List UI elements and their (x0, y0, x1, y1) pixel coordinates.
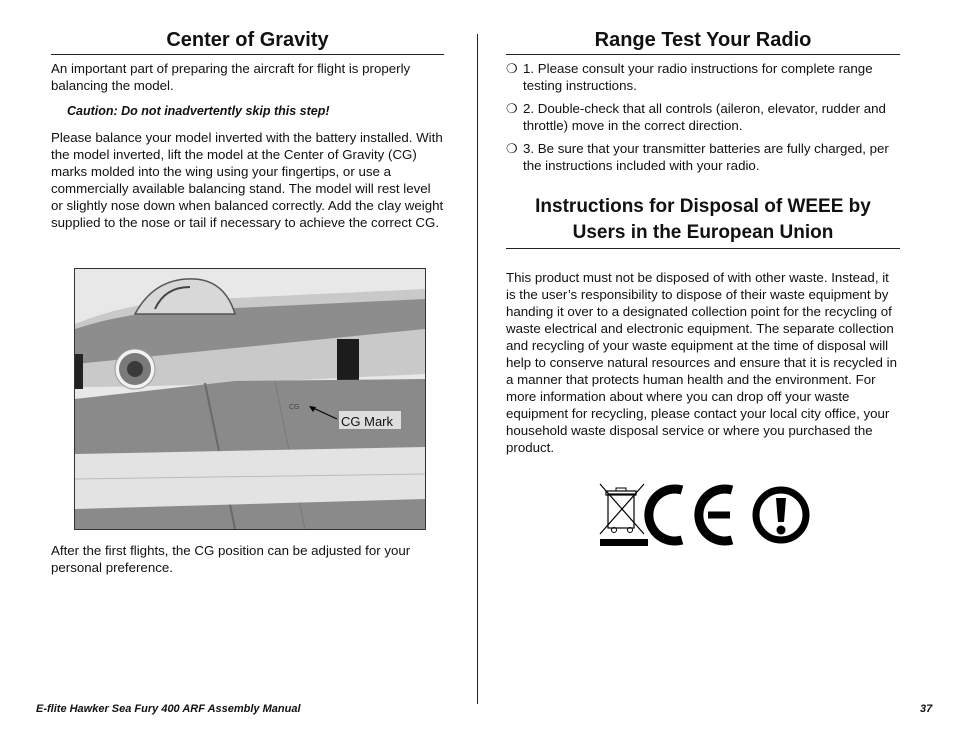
list-item[interactable] (506, 60, 900, 94)
range-checklist (506, 60, 900, 174)
weee-heading (506, 194, 900, 249)
weee-heading-line1: Instructions for Disposal of WEEE by (535, 196, 871, 217)
cg-mark-label: CG Mark (341, 414, 393, 429)
cg-after: After the first flights, the CG position can be adjusted for your personal preference. (51, 543, 411, 575)
cg-body: Please balance your model inverted with the battery installed. With the model inverted, lift the model at the Center of Gravity (CG) marks molded into the wing using your fingertips, or use a commercially available balancing stand. The model will rest level or slightly nose down when balanced correctly. Add the clay weight supplied to the nose or tail if necessary to achieve the correct CG. (51, 130, 444, 230)
cg-photo (74, 268, 426, 530)
weee-heading-line2: Users in the European Union (572, 222, 834, 243)
circle-checkbox-icon[interactable]: ❍ (506, 61, 518, 76)
list-item[interactable] (506, 140, 900, 174)
ce-mark-icon (649, 489, 732, 541)
left-column (51, 28, 444, 231)
circle-checkbox-icon[interactable]: ❍ (506, 141, 518, 156)
list-item[interactable] (506, 100, 900, 134)
checklist-text: 3. Be sure that your transmitter batteries are fully charged, per the instructions included with your radio. (523, 141, 889, 173)
compliance-logos (598, 482, 812, 548)
cg-caution: Caution: Do not inadvertently skip this step! (67, 104, 330, 118)
cg-intro: An important part of preparing the aircraft for flight is properly balancing the model. (51, 61, 411, 93)
page-number: 37 (920, 703, 933, 715)
right-column (506, 28, 900, 456)
weee-body: This product must not be disposed of with other waste. Instead, it is the user’s responsibility to dispose of their waste equipment by handing it over to a designated collection point for the recycling of waste electrical and electronic equipment. The separate collection and recycling of your waste equipment at the time of disposal will help to conserve natural resources and ensure that it is recycled in a manner that protects human health and the environment. For more information about where you can drop off your waste equipment for recycling, please contact your local city office, your household waste disposal service or where you purchased the product. (506, 270, 897, 455)
checklist-text: 2. Double-check that all controls (aileron, elevator, rudder and throttle) move in the correct direction. (523, 101, 886, 133)
crossed-out-wheelie-bin-icon (600, 484, 648, 546)
range-test-heading: Range Test Your Radio (506, 28, 900, 55)
cg-heading: Center of Gravity (51, 28, 444, 55)
airplane-photo-illustration (75, 269, 425, 529)
column-divider (477, 34, 478, 704)
exclamation-circle-icon (756, 490, 806, 540)
circle-checkbox-icon[interactable]: ❍ (506, 101, 518, 116)
footer-title: E-flite Hawker Sea Fury 400 ARF Assembly Manual (36, 703, 301, 715)
checklist-text: 1. Please consult your radio instructions for complete range testing instructions. (523, 61, 873, 93)
svg-text:CG: CG (289, 403, 300, 411)
